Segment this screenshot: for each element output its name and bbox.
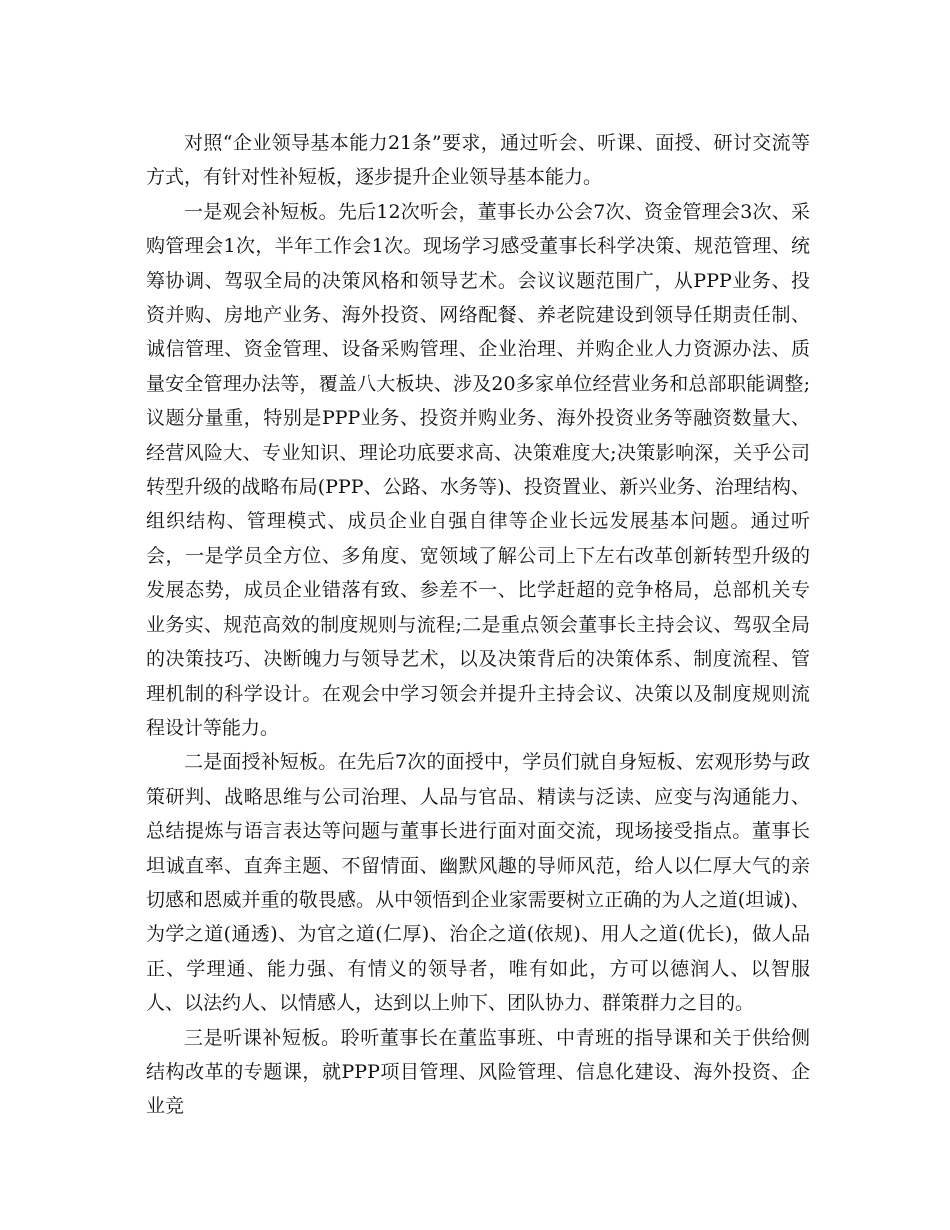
document-body [146, 126, 810, 1124]
paragraph-intro: 对照“企业领导基本能力21条”要求，通过听会、听课、面授、研讨交流等方式，有针对性补短板，逐步提升企业领导基本能力。 [146, 132, 810, 189]
paragraph-lectures: 三是听课补短板。聆听董事长在董监事班、中青班的指导课和关于供给侧结构改革的专题课，就PPP项目管理、风险管理、信息化建设、海外投资、企业竞 [146, 1026, 810, 1118]
paragraph-meetings: 一是观会补短板。先后12次听会，董事长办公会7次、资金管理会3次、采购管理会1次，半年工作会1次。现场学习感受董事长科学决策、规范管理、统筹协调、驾驭全局的决策风格和领导艺术。会议议题范围广，从PPP业务、投资并购、房地产业务、海外投资、网络配餐、养老院建设到领导任期责任制、诚信管理、资金管理、设备采购管理、企业治理、并购企业人力资源办法、质量安全管理办法等，覆盖八大板块、涉及20多家单位经营业务和总部职能调整;议题分量重，特别是PPP业务、投资并购业务、海外投资业务等融资数量大、经营风险大、专业知识、理论功底要求高、决策难度大;决策影响深，关乎公司转型升级的战略布局(PPP、公路、水务等)、投资置业、新兴业务、治理结构、组织结构、管理模式、成员企业自强自律等企业长远发展基本问题。通过听会，一是学员全方位、多角度、宽领域了解公司上下左右改革创新转型升级的发展态势，成员企业错落有致、参差不一、比学赶超的竞争格局，总部机关专业务实、规范高效的制度规则与流程;二是重点领会董事长主持会议、驾驭全局的决策技巧、决断魄力与领导艺术，以及决策背后的决策体系、制度流程、管理机制的科学设计。在观会中学习领会并提升主持会议、决策以及制度规则流程设计等能力。 [146, 200, 810, 739]
paragraph-face-to-face: 二是面授补短板。在先后7次的面授中，学员们就自身短板、宏观形势与政策研判、战略思维与公司治理、人品与官品、精读与泛读、应变与沟通能力、总结提炼与语言表达等问题与董事长进行面对面交流，现场接受指点。董事长坦诚直率、直奔主题、不留情面、幽默风趣的导师风范，给人以仁厚大气的亲切感和恩威并重的敬畏感。从中领悟到企业家需要树立正确的为人之道(坦诚)、为学之道(通透)、为官之道(仁厚)、治企之道(依规)、用人之道(优长)，做人品正、学理通、能力强、有情义的领导者，唯有如此，方可以德润人、以智服人、以法约人、以情感人，达到以上帅下、团队协力、群策群力之目的。 [146, 751, 810, 1015]
